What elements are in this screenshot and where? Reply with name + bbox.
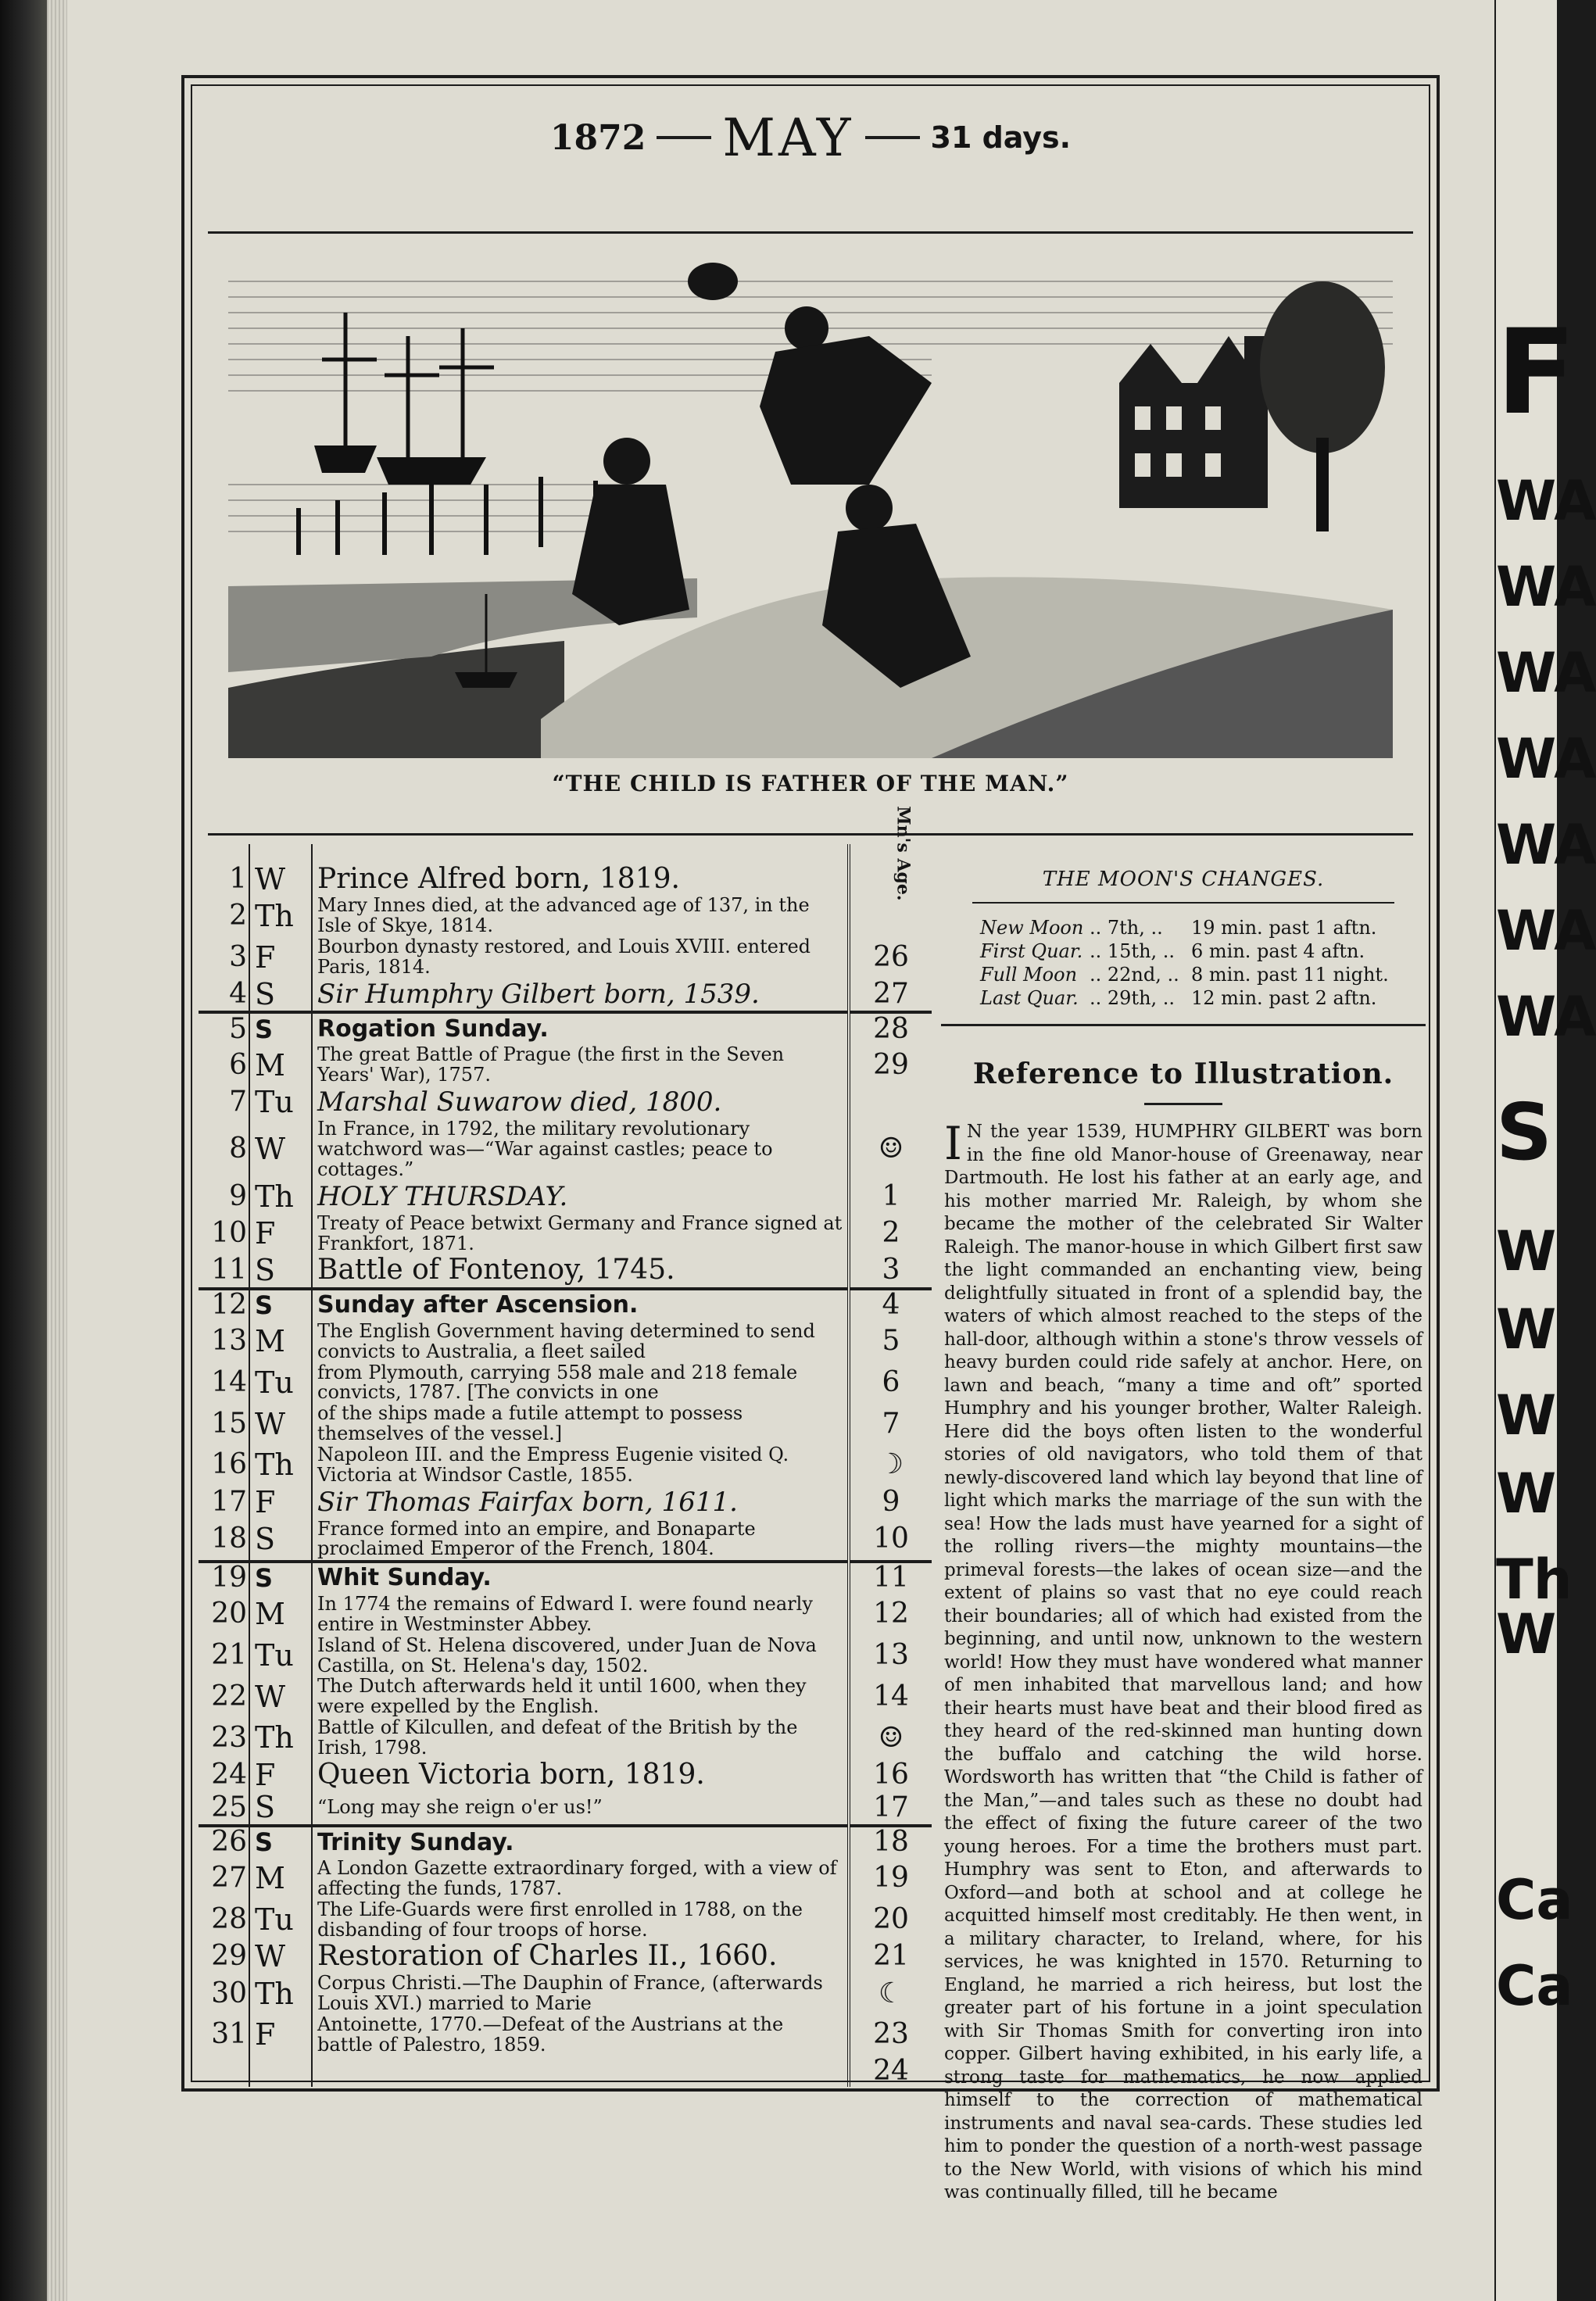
calendar-event: Sir Humphry Gilbert born, 1539. (312, 978, 849, 1012)
calendar-weekday: S (249, 1012, 312, 1045)
calendar-event: The Life-Guards were first enrolled in 1788, on the disbanding of four troops of horse. (312, 1899, 849, 1941)
next-page-letter: WA (1496, 727, 1596, 791)
calendar-weekday: M (249, 1321, 312, 1362)
calendar-row (199, 1086, 932, 1119)
calendar-weekday: Tu (249, 1086, 312, 1119)
calendar-row (199, 1445, 932, 1487)
calendar-date (199, 2056, 249, 2087)
next-page-letter: WA (1496, 469, 1596, 533)
calendar-date: 8 (199, 1118, 249, 1180)
calendar-row (199, 937, 932, 979)
calendar-row (199, 1635, 932, 1677)
calendar-event: Marshal Suwarow died, 1800. (312, 1086, 849, 1119)
woodcut-illustration (228, 250, 1393, 758)
calendar-weekday: W (249, 1118, 312, 1180)
moon-age: 1 (882, 1179, 900, 1212)
calendar-date: 4 (199, 978, 249, 1012)
calendar-event: Battle of Kilcullen, and defeat of the British by the Irish, 1798. (312, 1718, 849, 1759)
calendar-weekday: Tu (249, 1362, 312, 1404)
calendar-row (199, 896, 932, 937)
calendar-event: Restoration of Charles II., 1660. (312, 1941, 849, 1974)
calendar-row (199, 1289, 932, 1322)
calendar-row (199, 863, 932, 896)
moon-age: 17 (873, 1791, 909, 1823)
calendar-weekday: S (249, 978, 312, 1012)
calendar-event: A London Gazette extraordinary forged, with a view of affecting the funds, 1787. (312, 1859, 849, 1900)
moon-age: 5 (882, 1325, 900, 1358)
calendar-event: The Dutch afterwards held it until 1600, when they were expelled by the English. (312, 1677, 849, 1718)
moon-age: ☺ (878, 1133, 904, 1165)
calendar-date: 28 (199, 1899, 249, 1941)
moon-age: 23 (873, 2018, 909, 2051)
calendar-date: 12 (199, 1289, 249, 1322)
calendar-weekday: Tu (249, 1635, 312, 1677)
next-page-letter: WA (1496, 641, 1596, 705)
moon-age: 12 (873, 1598, 909, 1630)
book-spine (0, 0, 47, 2301)
next-page-letter: Th (1496, 1548, 1573, 1612)
moon-age: 6 (882, 1365, 900, 1398)
moon-age (849, 863, 932, 896)
right-column (941, 847, 1426, 2203)
next-page-letter: W (1496, 1383, 1557, 1448)
calendar-event: Sunday after Ascension. (312, 1289, 849, 1322)
calendar-weekday: S (249, 1254, 312, 1289)
calendar-row (199, 1321, 932, 1362)
calendar-weekday: F (249, 2014, 312, 2056)
calendar-row (199, 1012, 932, 1045)
calendar-table (199, 806, 932, 2087)
calendar-weekday: S (249, 1826, 312, 1859)
moon-row: First Quar. .. 15th, .. 6 min. past 4 aftn. (980, 940, 1365, 962)
moon-age: 13 (873, 1639, 909, 1672)
calendar-row (199, 1791, 932, 1826)
calendar-row (199, 1045, 932, 1086)
calendar-weekday: S (249, 1791, 312, 1826)
calendar-date: 17 (199, 1486, 249, 1519)
calendar-weekday (249, 2056, 312, 2087)
calendar-event: Prince Alfred born, 1819. (312, 863, 849, 896)
calendar-event: Napoleon III. and the Empress Eugenie visited Q. Victoria at Windsor Castle, 1855. (312, 1445, 849, 1487)
moon-changes-list (941, 916, 1426, 1010)
moon-age: ☽ (878, 1448, 904, 1481)
next-page-letter: WA (1496, 899, 1596, 963)
moon-age: 20 (873, 1903, 909, 1936)
calendar-row (199, 1974, 932, 2015)
calendar-event: In France, in 1792, the military revolutionary watchword was—“War against castles; peace to cottages.” (312, 1118, 849, 1180)
calendar-date: 6 (199, 1045, 249, 1086)
moon-age (849, 896, 932, 937)
calendar-date: 20 (199, 1594, 249, 1635)
page-frame (181, 75, 1440, 2203)
calendar-weekday: F (249, 937, 312, 979)
calendar-date: 9 (199, 1180, 249, 1213)
calendar-weekday: M (249, 1594, 312, 1635)
calendar-date: 26 (199, 1826, 249, 1859)
calendar-row (199, 978, 932, 1012)
calendar-row (199, 1213, 932, 1254)
calendar-event: HOLY THURSDAY. (312, 1180, 849, 1213)
moon-age: 2 (882, 1217, 900, 1250)
calendar-weekday: M (249, 1045, 312, 1086)
calendar-event: The English Government having determined to send convicts to Australia, a fleet sailed (312, 1321, 849, 1362)
calendar-date: 24 (199, 1759, 249, 1791)
reference-body (941, 1117, 1426, 2205)
almanac-page (47, 0, 1494, 2301)
calendar-row (199, 1404, 932, 1445)
calendar-event: from Plymouth, carrying 558 male and 218 female convicts, 1787. [The convicts in one (312, 1362, 849, 1404)
calendar-weekday: F (249, 1759, 312, 1791)
calendar-date: 14 (199, 1362, 249, 1404)
calendar-date: 22 (199, 1677, 249, 1718)
calendar-weekday: S (249, 1562, 312, 1594)
calendar-date: 15 (199, 1404, 249, 1445)
next-page-letter: W (1496, 1462, 1557, 1526)
calendar-row (199, 1118, 932, 1180)
moon-age: 10 (873, 1522, 909, 1555)
calendar-weekday: W (249, 1404, 312, 1445)
calendar-event: Sir Thomas Fairfax born, 1611. (312, 1486, 849, 1519)
calendar-row (199, 1826, 932, 1859)
next-page-letter: W (1496, 1602, 1557, 1666)
calendar-date: 1 (199, 863, 249, 896)
moon-row: New Moon .. 7th, .. 19 min. past 1 aftn. (980, 917, 1377, 939)
calendar-weekday: Tu (249, 1899, 312, 1941)
next-page-letter: WA (1496, 985, 1596, 1049)
calendar-weekday: W (249, 863, 312, 896)
calendar-weekday: Th (249, 1180, 312, 1213)
calendar-event: Trinity Sunday. (312, 1826, 849, 1859)
calendar-weekday: Th (249, 1445, 312, 1487)
moon-changes-title: THE MOON'S CHANGES. (1042, 868, 1325, 891)
moon-age: ☾ (878, 1977, 904, 2009)
calendar-date: 25 (199, 1791, 249, 1826)
next-page-letter: W (1496, 1297, 1557, 1362)
calendar-weekday: F (249, 1486, 312, 1519)
moon-age: ☺ (878, 1721, 904, 1754)
calendar-weekday: Th (249, 1974, 312, 2015)
next-page-letter: W (1496, 1219, 1557, 1283)
calendar-date: 19 (199, 1562, 249, 1594)
calendar-date: 23 (199, 1718, 249, 1759)
moon-row: Full Moon .. 22nd, .. 8 min. past 11 night. (980, 964, 1389, 986)
page-header (184, 106, 1437, 169)
next-page-letter: F (1496, 305, 1576, 441)
calendar-weekday: Th (249, 896, 312, 937)
calendar-row (199, 2014, 932, 2056)
calendar-header-row (199, 844, 932, 863)
next-page-letter: WA (1496, 555, 1596, 619)
header-year: 1872 (549, 117, 646, 158)
next-page-edge (1496, 0, 1596, 2301)
calendar-date: 16 (199, 1445, 249, 1487)
calendar-date: 3 (199, 937, 249, 979)
calendar-date: 13 (199, 1321, 249, 1362)
moon-age-header: Mn's Age. (893, 806, 914, 901)
calendar-weekday: M (249, 1859, 312, 1900)
calendar-event: Whit Sunday. (312, 1562, 849, 1594)
calendar-row (199, 2056, 932, 2087)
calendar-event: Mary Innes died, at the advanced age of 137, in the Isle of Skye, 1814. (312, 896, 849, 937)
calendar-weekday: W (249, 1677, 312, 1718)
moon-age: 21 (873, 1940, 909, 1973)
calendar-date: 31 (199, 2014, 249, 2056)
moon-age: 26 (873, 940, 909, 973)
calendar-row (199, 1254, 932, 1289)
calendar-date: 27 (199, 1859, 249, 1900)
calendar-date: 18 (199, 1519, 249, 1562)
calendar-date: 30 (199, 1974, 249, 2015)
calendar-event: Bourbon dynasty restored, and Louis XVIII. entered Paris, 1814. (312, 937, 849, 979)
calendar-event: Battle of Fontenoy, 1745. (312, 1254, 849, 1289)
calendar-row (199, 1486, 932, 1519)
next-page-letter: WA (1496, 813, 1596, 877)
calendar-date: 21 (199, 1635, 249, 1677)
calendar-row (199, 1759, 932, 1791)
calendar-date: 10 (199, 1213, 249, 1254)
calendar-row (199, 1941, 932, 1974)
moon-age: 24 (873, 2054, 909, 2087)
calendar-event: “Long may she reign o'er us!” (312, 1791, 849, 1826)
moon-age: 18 (849, 1826, 932, 1859)
calendar-event: Rogation Sunday. (312, 1012, 849, 1045)
illustration-caption: “THE CHILD IS FATHER OF THE MAN.” (552, 771, 1069, 796)
calendar-row (199, 1180, 932, 1213)
calendar-event: Corpus Christi.—The Dauphin of France, (afterwards Louis XVI.) married to Marie (312, 1974, 849, 2015)
calendar-weekday: S (249, 1519, 312, 1562)
moon-age: 27 (873, 977, 909, 1010)
reference-text: N the year 1539, HUMPHRY GILBERT was born in the fine old Manor-house of Greenaway, near Dartmouth. He lost his father at an early age, and his mother married Mr. Raleigh, by whom she became the mother of the celebrated Sir Walter Raleigh. The manor-house in which Gilbert first saw the light commanded an enchanting view, being delightfully situated in front of a splendid bay, the waters of which almost reached to the steps of the hall-door, although within a stone's throw vessels of heavy burden could ride safely at anchor. Here, on lawn and beach, “many a time and oft” sported Humphry and his younger brother, Walter Raleigh. Here did the boys often listen to the wonderful stories of old navigators, who told them of that newly-discovered land which lay beyond that line of light which marks the marriage of the sun with the sea! How the lads must have yearned for a sight of the rolling rivers—the mighty mountains—the primeval forests—the lakes of ocean size—and the extent of plains so vast that no eye could reach their boundaries; all of which had existed from the beginning, and until now, unknown to the western world! How they must have wondered what manner of men inhabited that marvellous land; and how their hearts must have beat and their blood fired as they heard of the red-skinned man hunting down the buffalo and catching the wild horse. Wordsworth has written that “the Child is father of the Man,”—and tales such as these no doubt had the effect of fixing the future career of the two young heroes. For a time the brothers must part. Humphry was sent to Eton, and afterwards to Oxford—and both at school and at college he acquitted himself most creditably. He then went, in a military character, to Ireland, where, for his services, he was knighted in 1570. Returning to England, he married a rich heiress, but lost the greater part of his fortune in a joint speculation with Sir Thomas Smith for converting iron into copper. Gilbert having exhibited, in his early life, a strong taste for mathematics, he now applied himself to the correction of mathematical instruments and naval sea-cards. These studies led him to ponder the question of a north-west passage to the New World, with visions of which his mind was continually filled, till he became (944, 1122, 1422, 2203)
calendar-weekday: W (249, 1941, 312, 1974)
calendar-date: 2 (199, 896, 249, 937)
calendar-date: 5 (199, 1012, 249, 1045)
calendar-row (199, 1899, 932, 1941)
calendar-row (199, 1562, 932, 1594)
calendar-event: of the ships made a futile attempt to possess themselves of the vessel.] (312, 1404, 849, 1445)
calendar-event (312, 2056, 849, 2087)
calendar-event: The great Battle of Prague (the first in the Seven Years' War), 1757. (312, 1045, 849, 1086)
calendar-date: 11 (199, 1254, 249, 1289)
header-month: MAY (722, 107, 854, 168)
calendar-weekday: S (249, 1289, 312, 1322)
calendar-row (199, 1859, 932, 1900)
calendar-row (199, 1519, 932, 1562)
calendar-event: Antoinette, 1770.—Defeat of the Austrians at the battle of Palestro, 1859. (312, 2014, 849, 2056)
moon-age: 29 (873, 1048, 909, 1081)
calendar-event: France formed into an empire, and Bonaparte proclaimed Emperor of the French, 1804. (312, 1519, 849, 1562)
calendar-event: Queen Victoria born, 1819. (312, 1759, 849, 1791)
header-days: 31 days. (930, 120, 1072, 155)
moon-age: 11 (849, 1562, 932, 1594)
moon-age: 7 (882, 1407, 900, 1440)
drop-cap: I (944, 1117, 962, 1170)
calendar-row (199, 1718, 932, 1759)
moon-age: 19 (873, 1862, 909, 1895)
moon-age: 3 (882, 1254, 900, 1286)
next-page-letter: Ca (1496, 1868, 1573, 1932)
next-page-letter: Ca (1496, 1954, 1573, 2018)
next-page-letter: S (1496, 1086, 1553, 1178)
calendar-date: 29 (199, 1941, 249, 1974)
moon-age: 28 (849, 1012, 932, 1045)
calendar-weekday: Th (249, 1718, 312, 1759)
calendar-event: Treaty of Peace betwixt Germany and France signed at Frankfort, 1871. (312, 1213, 849, 1254)
moon-age (849, 1086, 932, 1119)
reference-title: Reference to Illustration. (972, 1057, 1394, 1090)
moon-row: Last Quar. .. 29th, .. 12 min. past 2 aftn. (980, 987, 1377, 1009)
moon-age: 14 (873, 1680, 909, 1712)
moon-age: 16 (873, 1758, 909, 1791)
calendar-date: 7 (199, 1086, 249, 1119)
calendar-event: Island of St. Helena discovered, under Juan de Nova Castilla, on St. Helena's day, 1502. (312, 1635, 849, 1677)
calendar-row (199, 1677, 932, 1718)
moon-age: 9 (882, 1485, 900, 1518)
moon-age: 4 (849, 1289, 932, 1322)
calendar-event: In 1774 the remains of Edward I. were found nearly entire in Westminster Abbey. (312, 1594, 849, 1635)
calendar-row (199, 1594, 932, 1635)
calendar-weekday: F (249, 1213, 312, 1254)
calendar-row (199, 1362, 932, 1404)
